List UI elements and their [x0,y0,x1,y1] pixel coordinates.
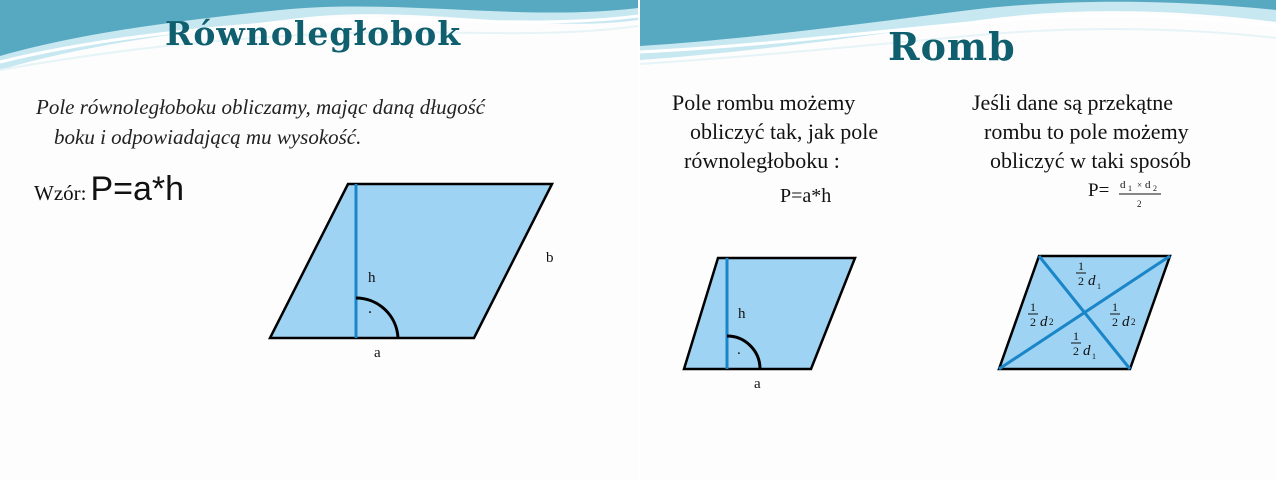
col1-formula: P=a*h [780,185,832,207]
slide-rhombus [640,0,1276,480]
label-h: h [738,306,746,322]
col1-line-3: równoległoboku : [684,148,840,173]
sub-1: 1 [1092,352,1096,361]
label-a: a [374,345,381,361]
sub-2: 2 [1131,317,1136,327]
rhombus-shape [684,258,855,369]
col2-line-1: Jeśli dane są przekątne [972,90,1173,115]
formula-sub-1: 1 [1128,184,1132,193]
half-num: 1 [1078,259,1084,273]
col1-line-2: obliczyć tak, jak pole [690,119,879,144]
label-h: h [368,270,376,286]
half-den: 2 [1073,344,1079,358]
sub-2: 2 [1049,317,1054,327]
half-num: 1 [1030,300,1036,314]
col2-line-3: obliczyć w taki sposób [990,148,1192,173]
d-letter: d [1040,314,1048,330]
formula-prefix: P= [1088,180,1110,201]
d-letter: d [1083,343,1091,359]
right-angle-dot: . [368,300,372,317]
formula-sub-2: 2 [1153,184,1157,193]
formula-denominator: 2 [1137,199,1142,209]
intro-line-1: Pole równoległoboku obliczamy, mając daną długość [36,95,486,119]
formula-d2: d [1145,179,1151,191]
slide-title: Romb [888,24,1016,69]
parallelogram-shape [270,184,552,338]
col2-line-2: rombu to pole możemy [984,119,1189,144]
sub-1: 1 [1097,282,1101,291]
formula-times: × [1137,180,1143,190]
formula-label: Wzór: [34,181,87,205]
label-a: a [754,376,761,392]
half-den: 2 [1078,274,1084,288]
formula-d1: d [1120,179,1126,191]
intro-line-2: boku i odpowiadającą mu wysokość. [54,125,362,149]
right-angle-dot: . [737,342,741,358]
half-num: 1 [1073,329,1079,343]
half-num: 1 [1112,300,1118,314]
formula-expression: P=a*h [90,170,185,208]
d-letter: d [1122,314,1130,330]
rhombus-height-diagram [684,258,855,392]
col1-line-1: Pole rombu możemy [672,90,856,115]
half-den: 2 [1112,315,1118,329]
d-letter: d [1088,273,1096,289]
slide-title: Równoległobok [165,14,462,53]
rhombus-diagrams [640,0,1276,480]
rhombus-diagonals-diagram [999,256,1170,369]
label-b: b [546,250,554,266]
half-den: 2 [1030,315,1036,329]
